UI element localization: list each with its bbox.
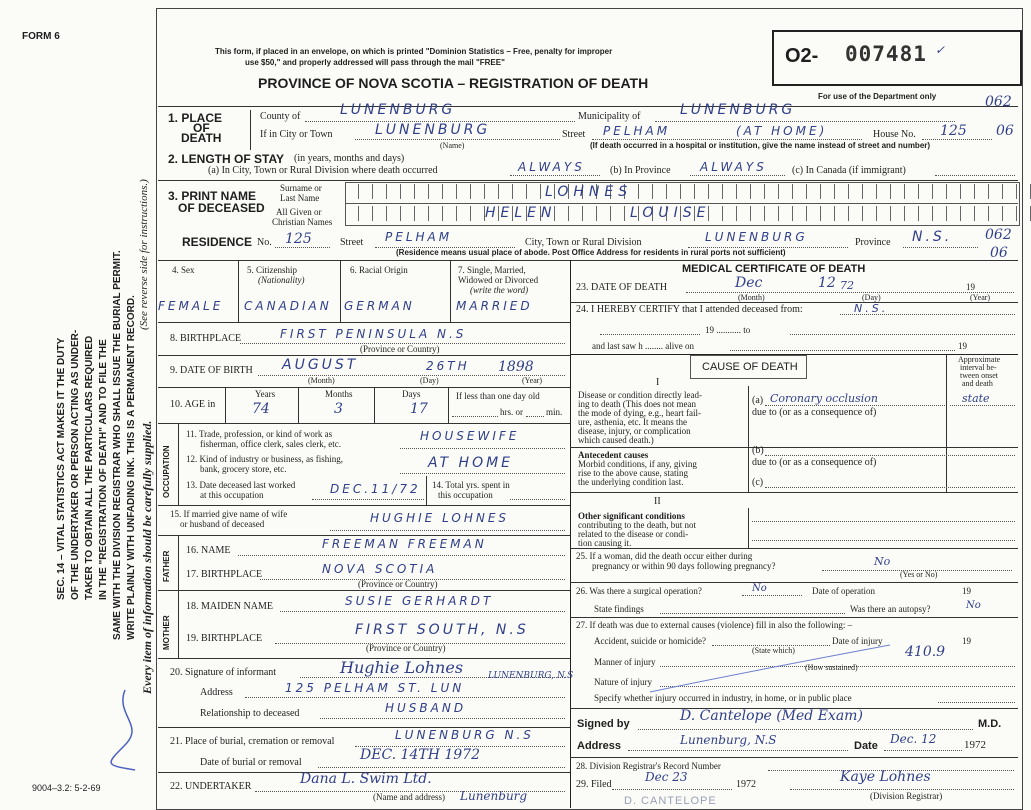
municipality-value: LUNENBURG	[680, 102, 796, 118]
house-value: 125	[940, 123, 967, 139]
residence-street: PELHAM	[385, 230, 453, 244]
father-side-label: FATHER	[162, 550, 171, 582]
age-days: 17	[410, 401, 428, 417]
house-code: 06	[996, 123, 1014, 139]
notice-line-1: This form, if placed in an envelope, on which is printed "Dominion Statistics – Free, penalty for improper	[215, 47, 613, 56]
dept-use-label: For use of the Department only	[818, 92, 937, 101]
side-note-6: WRITE PLAINLY WITH UNFADING INK. THIS IS A PERMANENT RECORD.	[126, 295, 137, 640]
surname-value: LOHNES	[545, 184, 633, 200]
burial-place-value: LUNENBURG N.S	[395, 728, 534, 742]
side-note-5: SAME WITH THE DIVISION REGISTRAR WHO SHALL ISSUE THE BURIAL PERMIT.	[112, 250, 123, 640]
cause-title-box	[690, 355, 807, 379]
mother-birthplace-value: FIRST SOUTH, N.S	[355, 622, 529, 638]
undertaker-value: Dana L. Swim Ltd.	[300, 771, 432, 787]
county-value: LUNENBURG	[340, 102, 456, 118]
physician-address: Lunenburg, N.S	[680, 733, 777, 747]
stay-city-value: ALWAYS	[518, 160, 585, 174]
last-worked-value: DEC.11/72	[330, 482, 421, 496]
given-name-2: LOUISE	[630, 205, 711, 221]
cause-a-interval: state	[962, 392, 990, 405]
at-home-value: (AT HOME)	[736, 124, 828, 138]
side-note-3: TAKER TO OBTAIN ALL THE PARTICULARS REQUIRED	[84, 335, 95, 600]
margin-line-scribble	[640, 640, 900, 700]
side-note-2: OF THE UNDERTAKER OR PERSON ACTING AS UNDER-	[70, 329, 81, 600]
side-note-1: SEC. 14 – VITAL STATISTICS ACT MAKES IT THE DUTY	[56, 337, 67, 600]
dept-code: 062	[985, 94, 1012, 110]
signed-value: D. Cantelope (Med Exam)	[680, 708, 863, 724]
margin-signature-scribble	[95, 685, 155, 775]
residence-province: N.S.	[912, 229, 953, 245]
burial-date-value: DEC. 14TH 1972	[360, 747, 480, 763]
residence-no: 125	[285, 231, 312, 247]
dob-month: AUGUST	[282, 357, 359, 373]
notice-line-2: use $50," and properly addressed will pass through the mail "FREE"	[245, 58, 505, 67]
stay-province-value: ALWAYS	[700, 160, 767, 174]
injury-code: 410.9	[905, 644, 946, 660]
street-value: PELHAM	[603, 124, 671, 138]
city-value: LUNENBURG	[375, 122, 491, 138]
trade-value: HOUSEWIFE	[420, 429, 520, 443]
dod-day: 12	[818, 275, 836, 291]
residence-city: LUNENBURG	[705, 230, 808, 244]
marital-status-value: MARRIED	[456, 299, 533, 313]
autopsy-value: No	[966, 600, 981, 611]
pregnancy-value: No	[874, 555, 891, 568]
industry-value: AT HOME	[428, 455, 514, 471]
form-label: FORM 6	[22, 31, 60, 42]
dod-month: Dec	[735, 275, 763, 291]
surgery-value: No	[752, 583, 767, 594]
relationship-value: HUSBAND	[385, 701, 467, 715]
certify-value: N.S.	[854, 302, 889, 315]
side-note-reverse: (See reverse side for instructions.)	[138, 179, 150, 330]
father-name-value: FREEMAN FREEMAN	[322, 537, 487, 551]
mother-maiden-value: SUSIE GERHARDT	[345, 594, 494, 608]
mother-side-label: MOTHER	[162, 615, 171, 650]
sex-value: FEMALE	[158, 299, 224, 313]
spouse-value: HUGHIE LOHNES	[370, 511, 510, 525]
physician-date-year: 1972	[964, 739, 986, 751]
racial-origin-value: GERMAN	[344, 299, 415, 313]
father-birthplace-value: NOVA SCOTIA	[322, 562, 438, 576]
dob-day: 26TH	[426, 359, 470, 373]
dob-year: 1898	[498, 359, 534, 375]
given-name-1: HELEN	[485, 205, 557, 221]
age-years: 74	[252, 401, 270, 417]
birthplace-value: FIRST PENINSULA N.S	[280, 327, 467, 341]
side-note-4: IN THE "REGISTRATION OF DEATH" AND TO FILE THE	[98, 339, 109, 600]
form-title: PROVINCE OF NOVA SCOTIA – REGISTRATION OF DEATH	[258, 75, 649, 91]
registrar-signature: Kaye Lohnes	[840, 769, 931, 785]
cantelope-stamp: D. CANTELOPE	[624, 795, 717, 807]
informant-address: 125 PELHAM ST. LUN	[285, 681, 465, 695]
place-label: 1. PLACE	[168, 111, 223, 125]
residence-code-2: 06	[990, 245, 1008, 261]
footer-code: 9004–3.2: 5-2-69	[32, 783, 101, 793]
informant-signature: Hughie Lohnes	[340, 658, 464, 677]
reg-check-mark: ✓	[935, 43, 946, 57]
dod-year: 72	[840, 279, 854, 292]
informant-address-2: LUNENBURG, N.S	[488, 671, 574, 681]
age-months: 3	[334, 401, 343, 417]
filed-date: Dec 23	[645, 770, 688, 784]
cause-a-value: Coronary occlusion	[770, 392, 878, 405]
undertaker-value-2: Lunenburg	[460, 789, 528, 803]
reg-number: 007481	[845, 42, 927, 66]
residence-code-1: 062	[985, 227, 1012, 243]
reg-prefix: O2-	[785, 45, 819, 67]
physician-date: Dec. 12	[890, 732, 937, 746]
filed-year: 1972	[736, 779, 756, 790]
side-note-italic: Every item of information should be carefully supplied.	[140, 420, 154, 694]
occupation-side-label: OCCUPATION	[162, 445, 171, 498]
citizenship-value: CANADIAN	[244, 299, 332, 313]
